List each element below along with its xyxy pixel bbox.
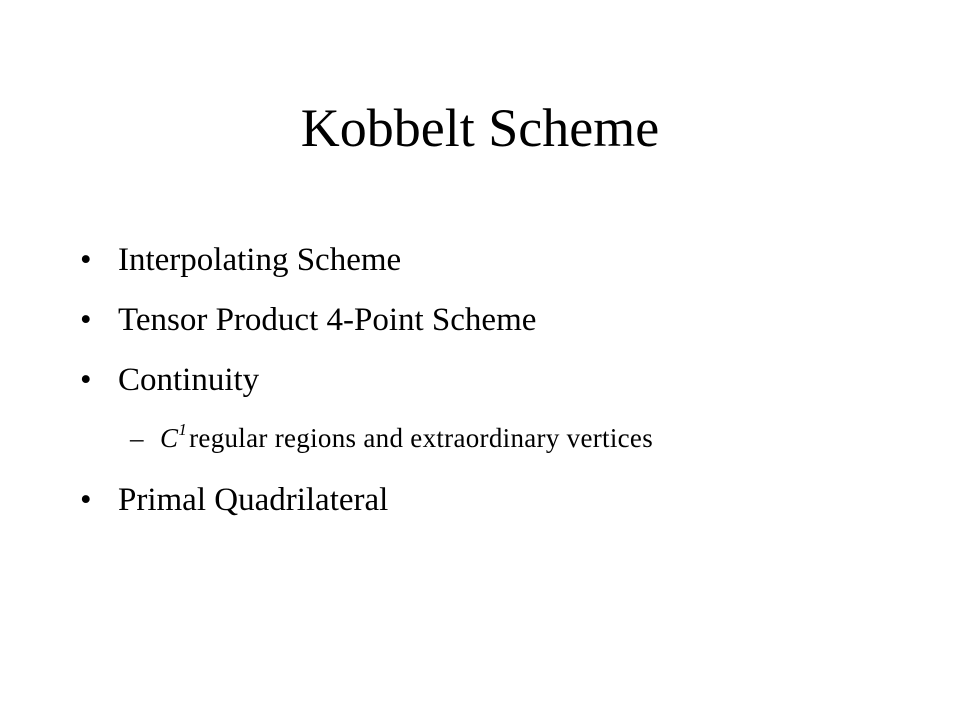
bullet-item-primal-quadrilateral — [80, 470, 900, 530]
slide-title: Kobbelt Scheme — [300, 98, 660, 158]
continuity-letter: C — [160, 423, 179, 453]
bullet-item-interpolating-scheme — [80, 230, 900, 290]
continuity-superscript: 1 — [178, 420, 188, 439]
sub-bullet-description: regular regions and extraordinary vertices — [189, 423, 654, 453]
dash-icon: – — [130, 423, 144, 453]
bullet-icon: • — [80, 362, 92, 398]
bullet-icon: • — [80, 302, 92, 338]
bullet-text: Interpolating Scheme — [118, 242, 402, 278]
bullet-text: Tensor Product 4-Point Scheme — [118, 302, 537, 338]
bullet-item-continuity — [80, 350, 900, 410]
sub-bullet-c1-regularity — [80, 410, 900, 470]
sub-bullet-text — [160, 410, 653, 470]
bullet-list — [80, 230, 900, 530]
bullet-icon: • — [80, 242, 92, 278]
bullet-text: Continuity — [118, 362, 260, 398]
bullet-item-tensor-product — [80, 290, 900, 350]
bullet-icon: • — [80, 482, 92, 518]
bullet-text: Primal Quadrilateral — [118, 482, 389, 518]
